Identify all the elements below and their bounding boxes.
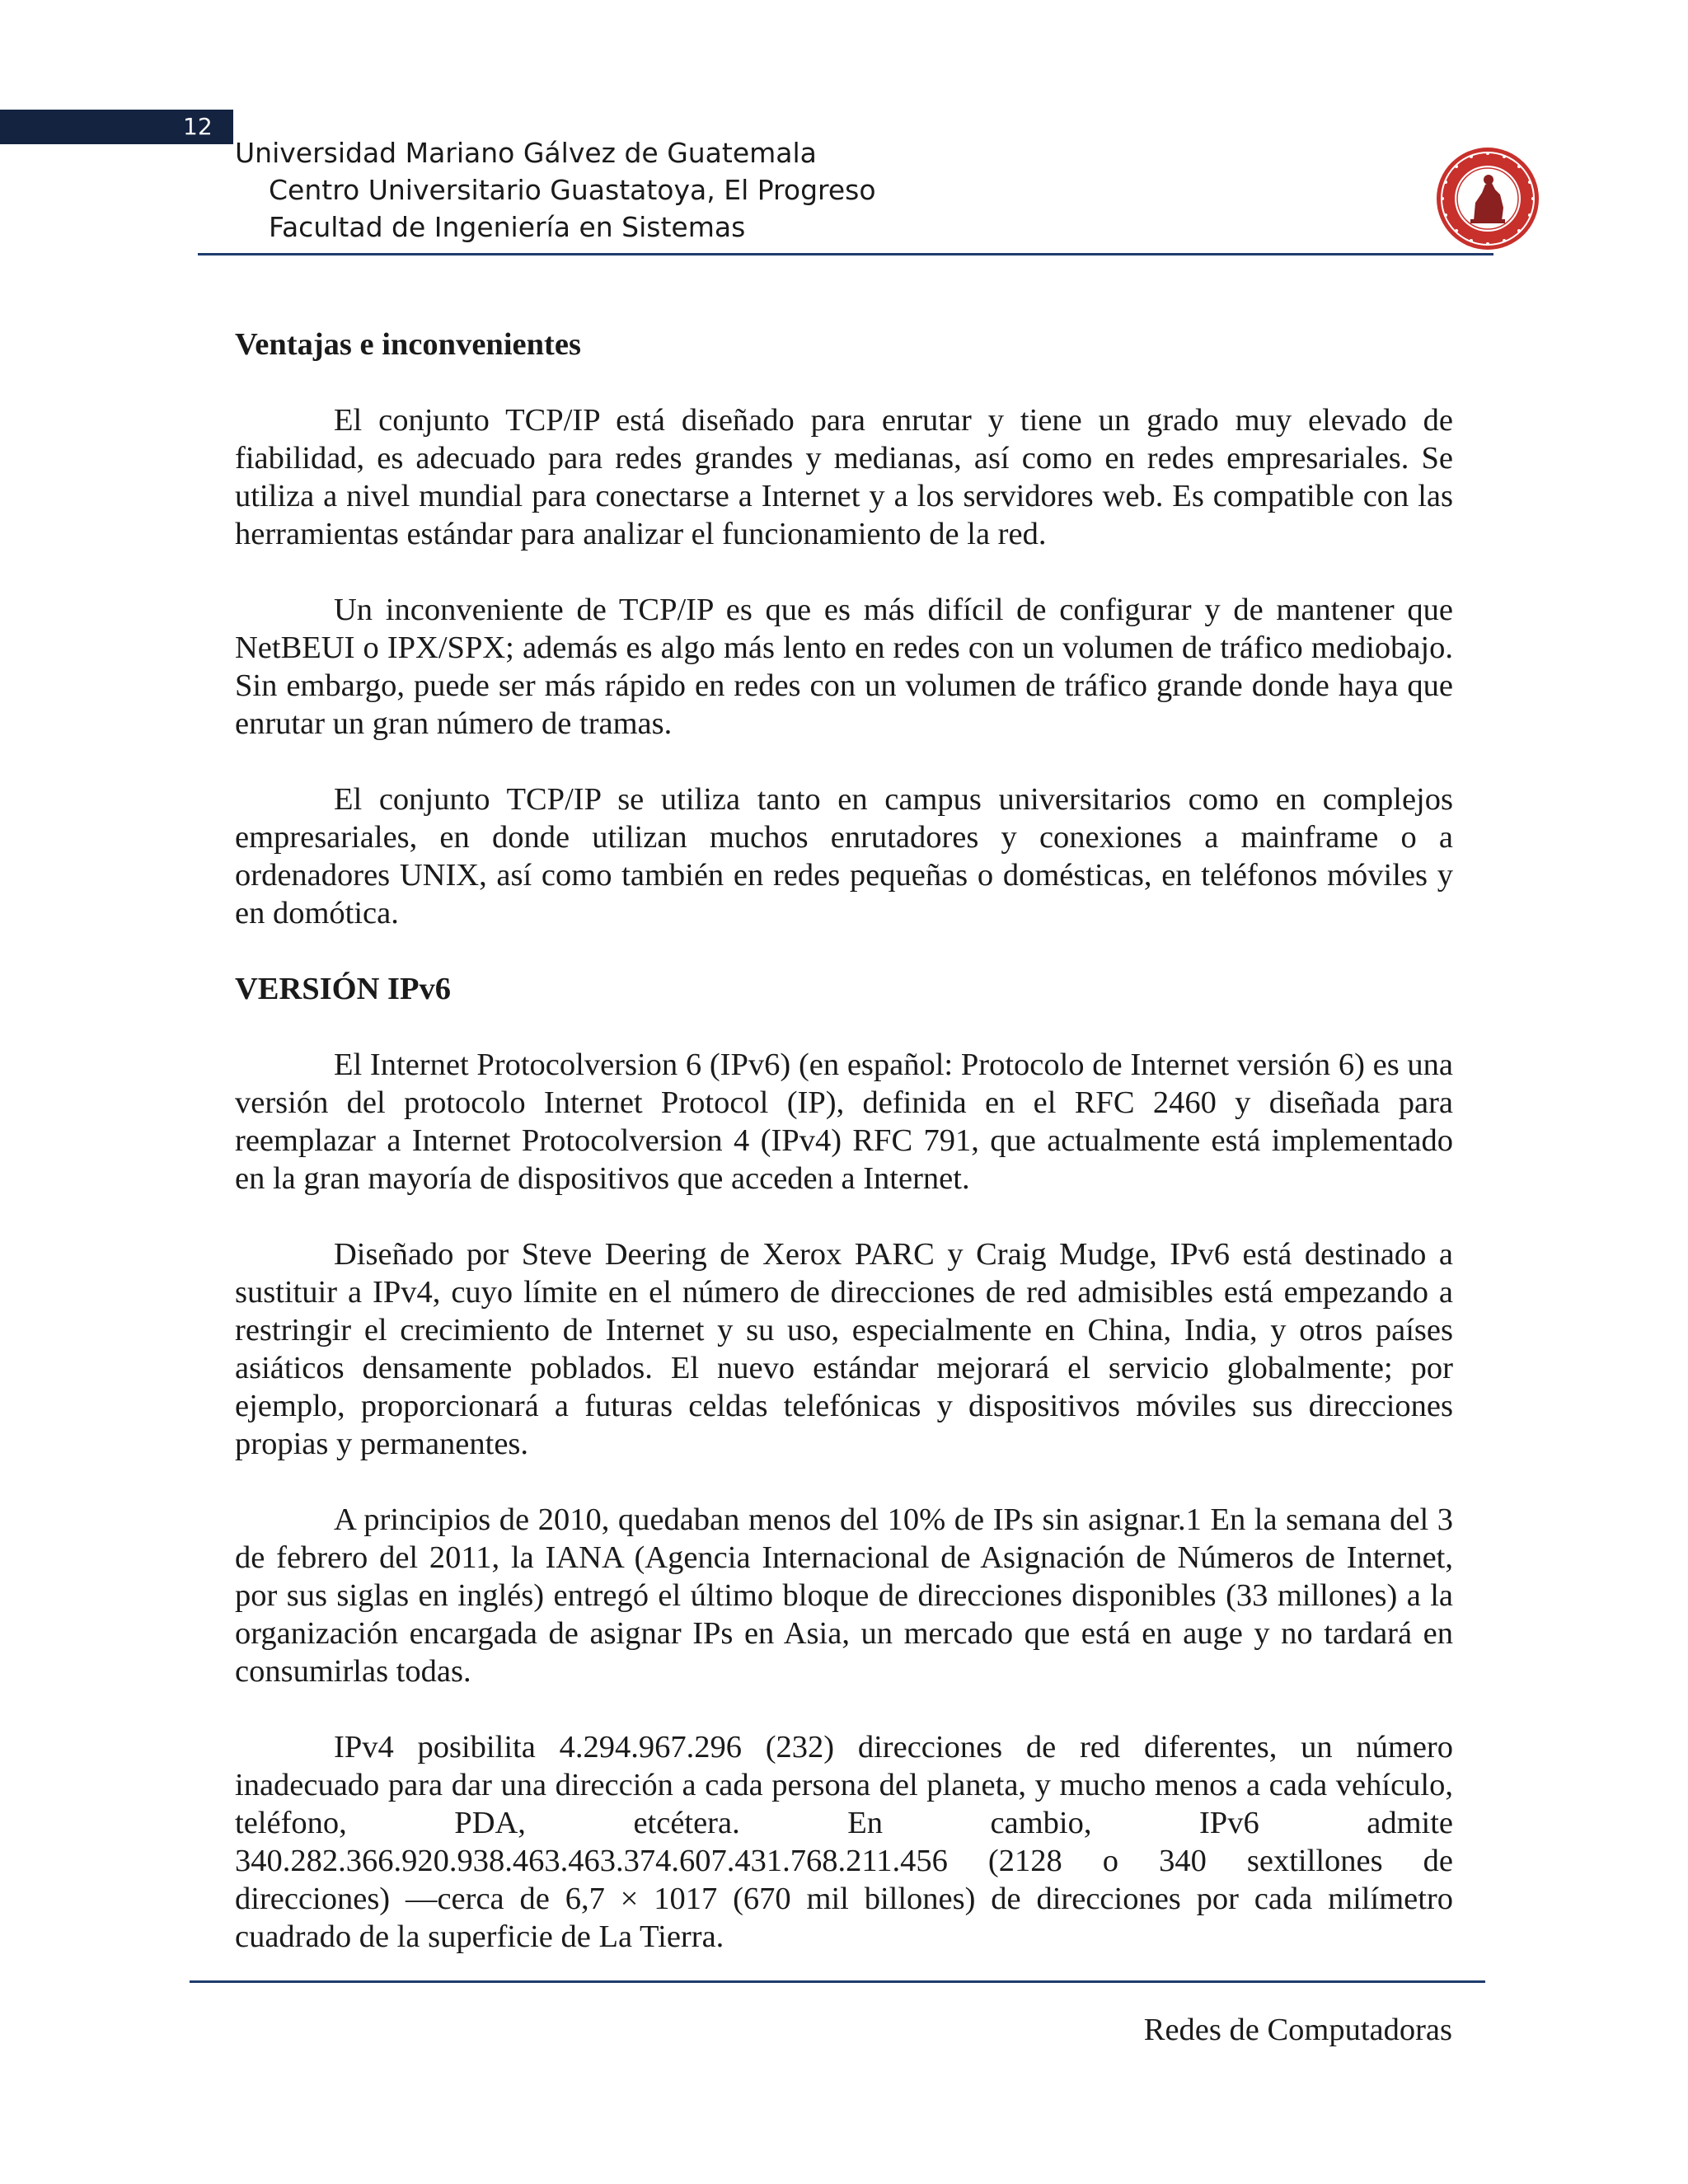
paragraph: IPv4 posibilita 4.294.967.296 (232) direcciones de red diferentes, un número inadecuado para dar una dirección a cada persona del planeta, y mucho menos a cada vehículo, teléfono, PDA, etcétera. En cambio, IPv6 admite 340.282.366.920.938.463.463.374.607.431.768.211.456 (2128 o 340 sextillones de direcciones) —cerca de 6,7 × 1017 (670 mil billones) de direcciones por cada milímetro cuadrado de la superficie de La Tierra. [235,1730,1453,1954]
paragraph: A principios de 2010, quedaban menos del 10% de IPs sin asignar.1 En la semana del 3 de febrero del 2011, la IANA (Agencia Internacional de Asignación de Números de Internet, por sus siglas en inglés) entregó el último bloque de direcciones disponibles (33 millones) a la organización encargada de asignar IPs en Asia, un mercado que está en auge y no tardará en consumirlas todas. [235,1502,1453,1689]
paragraph: El conjunto TCP/IP está diseñado para enrutar y tiene un grado muy elevado de fiabilidad, es adecuado para redes grandes y medianas, así como en redes empresariales. Se utiliza a nivel mundial para conectarse a Internet y a los servidores web. Es compatible con las herramientas estándar para analizar el funcionamiento de la red. [235,403,1453,551]
header-university: Universidad Mariano Gálvez de Guatemala [235,137,817,169]
section-heading-ventajas: Ventajas e inconvenientes [235,327,581,362]
header-faculty: Facultad de Ingeniería en Sistemas [269,211,746,243]
page-content [235,326,1453,1994]
header-rule [198,253,1493,255]
paragraph: Diseñado por Steve Deering de Xerox PARC y Craig Mudge, IPv6 está destinado a sustituir a IPv4, cuyo límite en el número de direcciones de red admisibles está empezando a restringir el crecimiento de Internet y su uso, especialmente en China, India, y otros países asiáticos densamente poblados. El nuevo estándar mejorará el servicio globalmente; por ejemplo, proporcionará a futuras celdas telefónicas y dispositivos móviles sus direcciones propias y permanentes. [235,1237,1453,1461]
paragraph: El Internet Protocolversion 6 (IPv6) (en español: Protocolo de Internet versión 6) es una versión del protocolo Internet Protocol (IP), definida en el RFC 2460 y diseñada para reemplazar a Internet Protocolversion 4 (IPv4) RFC 791, que actualmente está implementado en la gran mayoría de dispositivos que acceden a Internet. [235,1047,1453,1196]
university-seal-icon [1434,145,1541,252]
footer-title: Redes de Computadoras [1143,2013,1452,2047]
section-heading-ipv6: VERSIÓN IPv6 [235,972,452,1006]
page-number: 12 [183,113,213,140]
header-campus: Centro Universitario Guastatoya, El Progreso [269,174,876,206]
paragraph: El conjunto TCP/IP se utiliza tanto en campus universitarios como en complejos empresariales, en donde utilizan muchos enrutadores y conexiones a mainframe o a ordenadores UNIX, así como también en redes pequeñas o domésticas, en teléfonos móviles y en domótica. [235,782,1453,930]
paragraph: Un inconveniente de TCP/IP es que es más difícil de configurar y de mantener que NetBEUI o IPX/SPX; además es algo más lento en redes con un volumen de tráfico mediobajo. Sin embargo, puede ser más rápido en redes con un volumen de tráfico grande donde haya que enrutar un gran número de tramas. [235,593,1453,741]
footer-rule [190,1980,1485,1983]
